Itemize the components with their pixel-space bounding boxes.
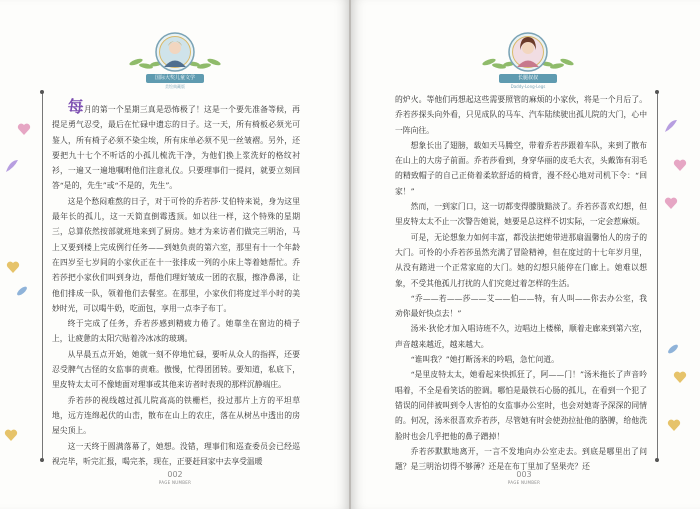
page-number-value: 003	[516, 470, 532, 479]
paragraph: 然而，一到家门口，这一切都变得朦胧黯淡了。乔若莎喜欢幻想，但里皮特太太不止一次警告她说，她要是总这样不切实际，一定会惹麻烦。	[395, 202, 647, 227]
page-number-label: PAGE NUMBER	[158, 480, 192, 485]
paragraph: 终于完成了任务，乔若莎感到精疲力倦了。她靠坐在窗边的椅子上，让疲惫的太阳穴贴着冷冰冰的玻璃。	[52, 319, 300, 344]
paragraph: 可是，无论想象力如何丰富，都没法把她带进那扇温馨怡人的房子的大门。可怜的小乔若莎虽然充满了冒险精神，但在度过的十七年岁月里，从没有踏进一个正常家庭的大门。她的幻想只能停在门廊上。她难以想象，不受其他孤儿打扰的人们究竟过着怎样的生活。	[395, 232, 647, 288]
drop-cap: 每	[67, 97, 84, 116]
left-emblem	[120, 28, 230, 89]
series-badge: 长腿叔叔	[499, 74, 557, 83]
feather-icon	[663, 118, 679, 134]
left-page	[0, 0, 349, 509]
right-emblem	[473, 28, 583, 89]
rule-dot-bottom	[655, 458, 659, 462]
paragraph: 这是个愁闷难熬的日子，对于可怜的乔若莎·艾伯特来说，身为这里最年长的孤儿，这一天简直倒霉透顶。如以往一样，这个特殊的星期三，总算依然按部就班地来到了厨房。她才为来访者们做完三明治，马上又要到楼上完成例行任务——到她负责的第六室，那里有十一个年龄在四岁至七岁间的小家伙正在十一张排成一列的小床上等着她帮忙。乔若莎把小家伙们叫到身边，帮他们理好皱成一团的衣服，擦净鼻涕，让他们排成一队，领着他们去餐室。在那里，小家伙们将度过半小时的美妙时光，可以喝牛奶，吃面包，享用一点李子布丁。	[52, 196, 300, 313]
paragraph: “谁叫我？”她打断汤米的吟唱，急忙问道。	[410, 355, 559, 365]
right-body-text	[395, 92, 647, 474]
heart-icon	[4, 428, 18, 442]
paragraph: 这一天终于圆满落幕了，她想。没错，理事们和巡查委员会已经巡视完毕，听完汇报，喝完茶，现在，正要赶回家中去享受温暖	[52, 441, 300, 466]
portrait-emblem-icon	[120, 28, 230, 76]
heart-icon	[6, 260, 20, 274]
heart-icon	[667, 418, 681, 432]
heart-icon	[673, 370, 687, 384]
paragraph: 汤米·狄伦才加入唱诗班不久，边唱边上楼梯，顺着走廊来到第六室，声音越来越近，越来越大。	[395, 324, 647, 349]
page-number	[494, 470, 554, 485]
paragraph: “乔——若——莎——艾——伯——特，有人叫——你去办公室，我劝你最好快点去！”	[395, 293, 647, 319]
series-badge: 国际大奖儿童文学	[146, 74, 204, 83]
leaf-icon	[15, 284, 29, 298]
rule-dot-top	[655, 90, 659, 94]
margin-rule	[657, 92, 658, 462]
heart-icon	[673, 158, 687, 172]
rule-dot-top	[40, 90, 44, 94]
margin-rule	[42, 92, 43, 462]
paragraph: 的炉火。等他们再想起这些需要照管的麻烦的小家伙，将是一个月后了。乔若莎探头向外看，只见成队的马车、汽车陆续驶出孤儿院的大门，心中一阵向往。	[395, 95, 647, 135]
paragraph: 乔若莎默默地离开，一言不发地向办公室走去。到底是哪里出了问题？是三明治切得不够薄？还是在布丁里加了坚果壳？还	[395, 446, 647, 472]
right-page	[351, 0, 700, 509]
paragraph: “是里皮特太太，她看起来快抓狂了，阿——门！”汤米拖长了声音吟唱着，不全是看笑话的腔调。哪怕是最铁石心肠的孤儿，在看到一个犯了错误的同伴被叫到令人害怕的女监事办公室时，也会对她寄予深深的同情的。何况，汤米很喜欢乔若莎，尽管她有时会使劲拉扯他的胳膊，给他洗脸时也会几乎把他的鼻子蹭掉！	[395, 370, 647, 441]
paragraph: 从早晨五点开始，她就一刻不停地忙碌，要听从众人的指挥，还要忍受脾气古怪的女监事的责难。傲慢，忙得团团转。要知道，私底下，里皮特太太可不像她面对理事或其他来访者时表现的那样沉静端庄。	[52, 349, 300, 390]
page-number	[145, 470, 205, 485]
feather-icon	[4, 158, 20, 174]
paragraph: 乔若莎的视线越过孤儿院高高的铁栅栏，投过那片上方的平坦草地，远方连绵起伏的山峦，散布在山上的农庄，落在从树丛中透出的房屋尖顶上。	[52, 395, 300, 436]
portrait-emblem-icon	[473, 28, 583, 76]
paragraph: 每月的第一个星期三真是恐怖极了！这是一个要先准备等候，再提足勇气忍受，最后在忙碌中遗忘的日子。这一天，所有椅板必须光可鉴人，所有椅子必须不染尘埃，所有床单必须不见一丝皱褶。另外，还要把九十七个不听话的小孤儿梳洗干净，为他们换上浆洗好的格纹衬衫，一遍又一遍地嘱咐他们注意礼仪。只要理事们一提问，就要立刻回答“是的，先生”或“不是的，先生”。	[52, 97, 300, 191]
rule-dot-bottom	[40, 458, 44, 462]
leaf-icon	[666, 342, 680, 356]
page-number-value: 002	[167, 470, 183, 479]
heart-icon	[17, 122, 31, 136]
series-subtitle: 美绘典藏版	[165, 84, 185, 89]
series-subtitle: Daddy-Long-Legs	[510, 84, 546, 89]
page-number-label: PAGE NUMBER	[507, 480, 541, 485]
heart-icon	[664, 196, 678, 210]
paragraph: 想象长出了翅膀，载如天马腾空，带着乔若莎跟着车队，来到了散布在山上的大房子前面。乔若莎看到，身穿华丽的皮毛大衣，头戴饰有羽毛的精致帽子的自己正倚着柔软舒适的椅背，漫不经心地对司机下令：“回家！”	[395, 140, 647, 196]
left-body-text	[52, 97, 300, 469]
